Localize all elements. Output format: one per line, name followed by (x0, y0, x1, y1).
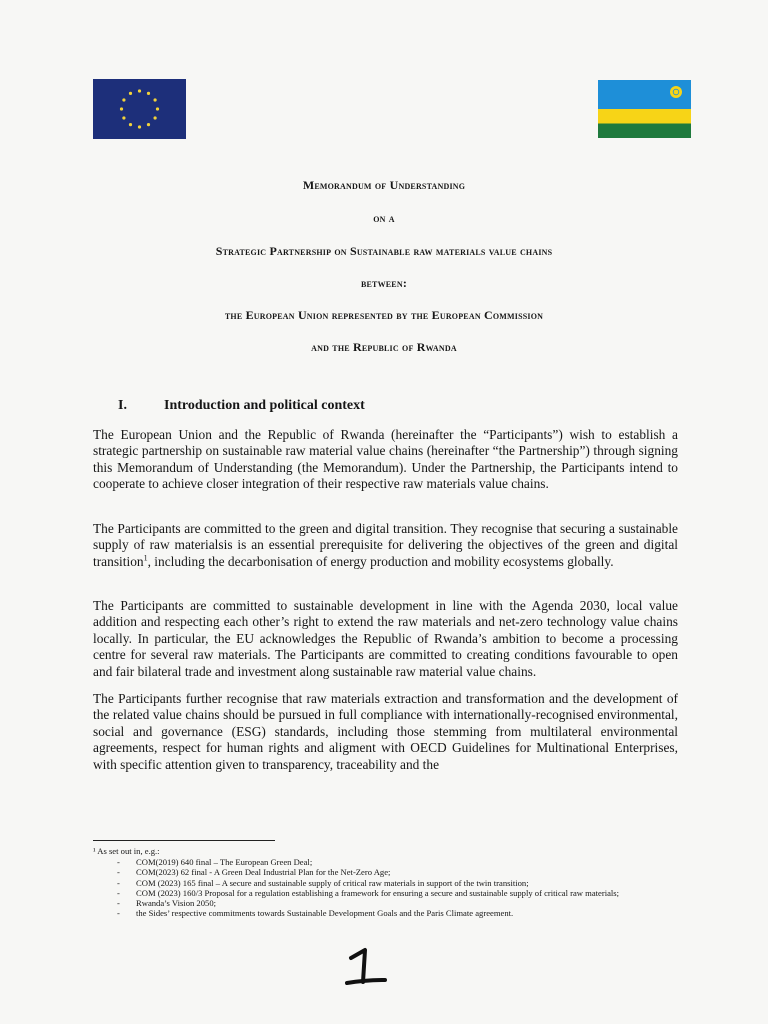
footnote-item: - the Sides’ respective commitments towards Sustainable Development Goals and the Paris Climate agreement. (93, 908, 653, 918)
footnote-item: - Rwanda’s Vision 2050; (93, 898, 653, 908)
footnote-item: - COM(2023) 62 final - A Green Deal Industrial Plan for the Net-Zero Age; (93, 867, 653, 877)
eu-star-icon (147, 123, 150, 126)
paragraph-2-text-b: , including the decarbonisation of energy production and mobility ecosystems globally. (147, 553, 614, 569)
footnote-item: - COM (2023) 165 final – A secure and sustainable supply of critical raw materials in support of the twin transition; (93, 878, 653, 888)
section-title: Introduction and political context (164, 398, 365, 413)
title-line-2: on a (373, 211, 395, 225)
eu-star-icon (129, 123, 132, 126)
footnotes (93, 846, 653, 918)
eu-star-icon (138, 89, 141, 92)
paragraph-3: The Participants are committed to sustainable development in line with the Agenda 2030, local value addition and respecting each other’s right to extend the raw materials and net-zero technology value chains locally. In particular, the EU acknowledges the Republic of Rwanda’s ambition to become a processing centre for several raw materials. The Participants are committed to creating conditions favourable to open and fair bilateral trade and investment along sustainable raw material value chains. (93, 598, 678, 679)
handwritten-page-number (335, 942, 395, 992)
eu-star-icon (129, 92, 132, 95)
paragraph-1: The European Union and the Republic of Rwanda (hereinafter the “Participants”) wish to establish a strategic partnership on sustainable raw material value chains (hereinafter “the Partnership”) through signing this Memorandum of Understanding (the Memorandum). Under the Partnership, the Participants intend to cooperate to achieve closer integration of their respective raw materials value chains. (93, 427, 678, 492)
title-line-3: Strategic Partnership on Sustainable raw materials value chains (215, 244, 553, 258)
rwanda-flag-graphic (598, 80, 691, 138)
eu-star-icon (156, 107, 159, 110)
page-number (335, 942, 395, 992)
eu-star-icon (122, 116, 125, 119)
eu-flag-icon (93, 79, 186, 139)
eu-star-icon (122, 98, 125, 101)
title-line-1: Memorandum of Understanding (302, 178, 466, 192)
eu-star-icon (120, 107, 123, 110)
footnote-divider (93, 840, 275, 841)
eu-star-icon (147, 92, 150, 95)
section-heading (118, 398, 365, 414)
footnote-ref: 1 (143, 553, 148, 563)
title-line-5: the European Union represented by the European Commission (224, 308, 544, 322)
rwanda-flag-icon (598, 80, 691, 138)
eu-star-icon (153, 116, 156, 119)
footnote-item: - COM(2019) 640 final – The European Green Deal; (93, 857, 653, 867)
title-line-6: and the Republic of Rwanda (311, 340, 457, 354)
paragraph-2 (93, 521, 678, 570)
footnote-list (93, 857, 653, 918)
paragraph-4: The Participants further recognise that raw materials extraction and transformation and the development of the related value chains should be pursued in full compliance with internationally-recognised environmental, social and governance (ESG) standards, including those stemming from multilateral environmental agreements, respect for human rights and aligment with OECD Guidelines for Multinational Enterprises, with specific attention given to transparency, traceability and the (93, 691, 678, 772)
title-line-4: between: (360, 276, 408, 290)
eu-flag-graphic (93, 79, 186, 139)
footnote-intro: ¹ As set out in, e.g.: (93, 846, 160, 856)
eu-star-icon (153, 98, 156, 101)
section-number: I. (118, 398, 127, 413)
paragraph-2-text-a: The Participants are committed to the green and digital transition. They recognise that securing a sustainable supply of raw materialsis is an essential prerequisite for delivering the objectives of the green and digital transition (93, 521, 678, 569)
footnote-item: - COM (2023) 160/3 Proposal for a regulation establishing a framework for ensuring a secure and sustainable supply of critical raw materials; (93, 888, 653, 898)
eu-star-icon (138, 125, 141, 128)
